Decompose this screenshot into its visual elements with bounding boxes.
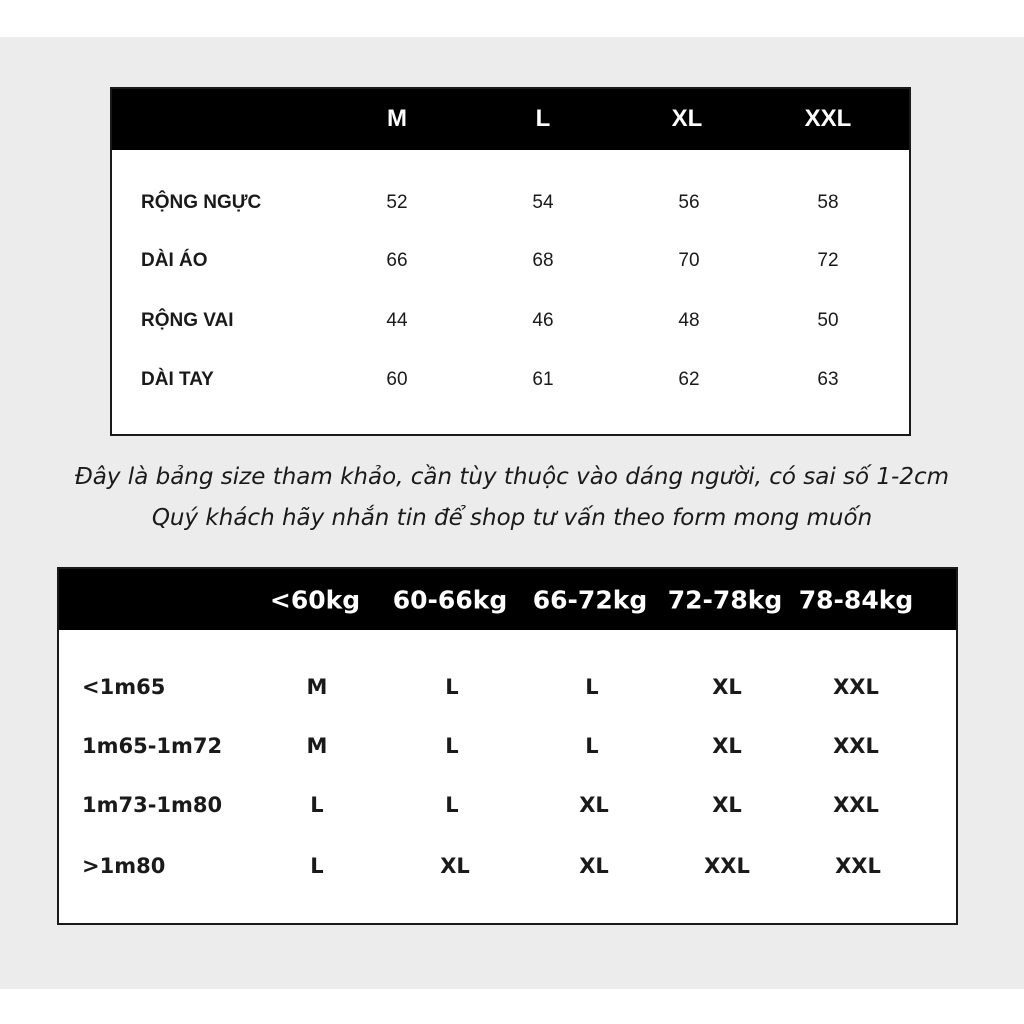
table-cell: L [585,675,599,699]
table-cell: 58 [817,192,839,213]
table-cell: 70 [678,250,700,271]
table-cell: 50 [817,310,839,331]
table-cell: L [585,734,599,758]
size-note-line-1: Đây là bảng size tham khảo, cần tùy thuộc vào dáng người, có sai số 1-2cm [74,464,950,490]
row-label-sleeve: DÀI TAY [141,369,214,390]
row-label-chest: RỘNG NGỰC [141,192,262,213]
table-cell: 72 [817,250,839,271]
row-label-shoulder: RỘNG VAI [141,310,234,331]
table-cell: XXL [704,854,750,878]
table-cell: L [310,854,324,878]
size-header-m: M [387,105,407,132]
height-label: 1m73-1m80 [82,793,223,817]
weight-header: <60kg [269,585,361,615]
table-cell: 66 [386,250,408,271]
table-cell: L [445,675,459,699]
table-cell: M [306,675,328,699]
size-header-xl: XL [671,105,703,132]
fit-table-header [59,569,956,630]
weight-header: 72-78kg [667,585,783,615]
weight-header: 66-72kg [532,585,648,615]
table-cell: 52 [386,192,408,213]
table-cell: XL [579,854,609,878]
table-cell: 56 [678,192,700,213]
table-cell: 44 [386,310,408,331]
table-cell: L [445,793,459,817]
table-cell: XL [712,734,742,758]
table-cell: XXL [833,675,879,699]
table-cell: M [306,734,328,758]
height-label: 1m65-1m72 [82,734,223,758]
table-cell: XL [440,854,470,878]
measurement-table-header [112,89,909,150]
size-note-line-2: Quý khách hãy nhắn tin để shop tư vấn theo form mong muốn [151,505,873,531]
table-cell: 63 [817,369,839,390]
fit-table [57,567,958,925]
table-cell: XL [712,793,742,817]
table-cell: 61 [532,369,554,390]
weight-header: 78-84kg [798,585,914,615]
table-cell: 54 [532,192,554,213]
row-label-length: DÀI ÁO [141,250,208,271]
size-header-l: L [535,105,551,132]
table-cell: 68 [532,250,554,271]
table-cell: 62 [678,369,700,390]
weight-header: 60-66kg [392,585,508,615]
table-cell: XL [712,675,742,699]
table-cell: XXL [833,793,879,817]
table-cell: XL [579,793,609,817]
size-header-xxl: XXL [804,105,852,132]
table-cell: L [445,734,459,758]
height-label: >1m80 [82,854,166,878]
table-cell: L [310,793,324,817]
measurement-table [110,87,911,436]
table-cell: 48 [678,310,700,331]
table-cell: XXL [835,854,881,878]
table-cell: 60 [386,369,408,390]
table-cell: 46 [532,310,554,331]
table-cell: XXL [833,734,879,758]
height-label: <1m65 [82,675,166,699]
